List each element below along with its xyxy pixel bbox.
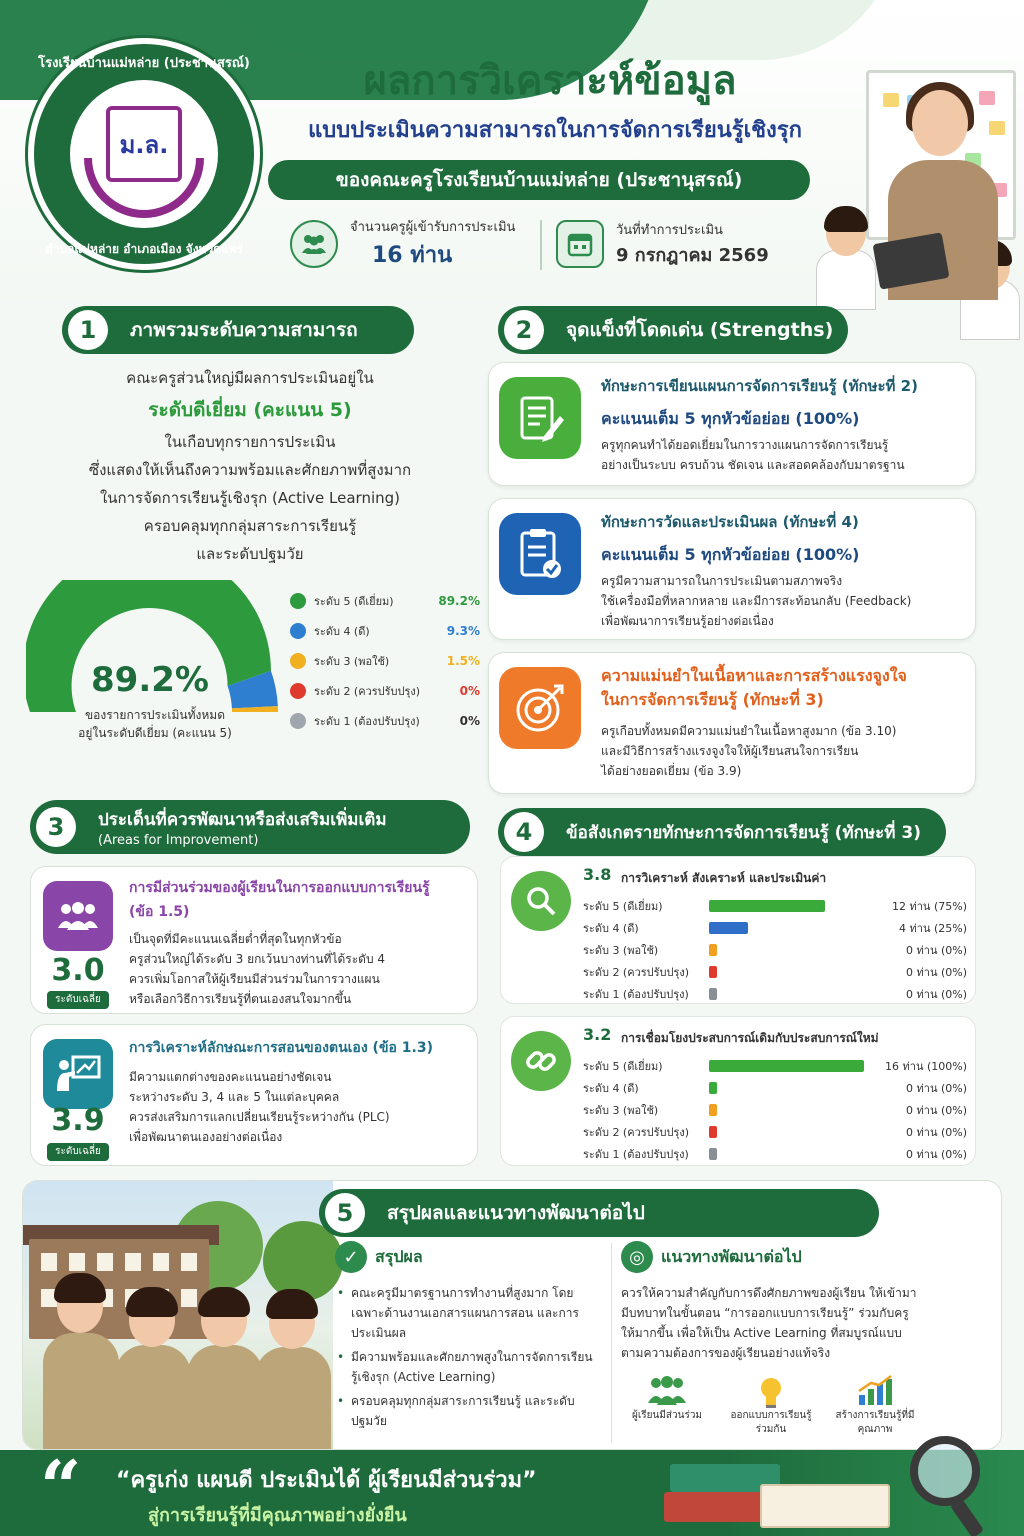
- average-badge: ระดับเฉลี่ย: [47, 991, 109, 1009]
- section1-highlight: ระดับดีเยี่ยม (คะแนน 5): [148, 399, 352, 421]
- strength-desc: [601, 571, 966, 631]
- teacher-head: [912, 90, 968, 156]
- gauge-caption-line1: ของรายการประเมินทั้งหมด: [84, 708, 226, 722]
- growth-chart-icon: [829, 1375, 921, 1409]
- guide-text: ควรให้ความสำคัญกับการดึงศักยภาพของผู้เรียน ให้เข้ามามีบทบาทในขั้นตอน “การออกแบบการเรียนรู้” ร่วมกับครูให้มากขึ้น เพื่อให้เป็น Active Learning ที่สมบูรณ์แบบตามความต้องการของผู้เรียนอย่างแท้จริง: [621, 1286, 917, 1360]
- section2-title: จุดแข็งที่โดดเด่น (Strengths): [566, 319, 834, 341]
- logo-text-bottom: ตำบลแม่หล่าย อำเภอเมือง จังหวัดแพร่: [44, 242, 244, 256]
- strength-card: [488, 362, 976, 486]
- skill-bar-label: ระดับ 3 (พอใช้): [583, 944, 659, 957]
- legend-item: [290, 616, 480, 646]
- improvement-desc-line: เพื่อพัฒนาตนเองอย่างต่อเนื่อง: [129, 1130, 283, 1144]
- skill-bar-row: [583, 1055, 967, 1077]
- people-icon: [290, 220, 338, 268]
- section1-line5: ครอบคลุมทุกกลุ่มสาระการเรียนรู้: [143, 517, 357, 535]
- participants-label: จำนวนครูผู้เข้ารับการประเมิน: [350, 220, 516, 235]
- section1-line1: คณะครูส่วนใหญ่มีผลการประเมินอยู่ใน: [126, 369, 374, 387]
- skill-bar-value: 0 ท่าน (0%): [906, 1148, 967, 1161]
- skill-bar-value: 0 ท่าน (0%): [906, 966, 967, 979]
- section3-header: [30, 800, 470, 854]
- summary-column: [335, 1241, 595, 1435]
- guide-icon-label: ผู้เรียนมีส่วนร่วม: [631, 1410, 703, 1421]
- skill-bar: [709, 1148, 717, 1160]
- skill-bar-label: ระดับ 5 (ดีเยี่ยม): [583, 1060, 663, 1073]
- skill-bar-track: [709, 944, 879, 956]
- section3-title: ประเด็นที่ควรพัฒนาหรือส่งเสริมเพิ่มเติม: [98, 810, 387, 830]
- improvement-desc: [129, 1067, 469, 1147]
- gauge-caption-line2: อยู่ในระดับดีเยี่ยม (คะแนน 5): [78, 726, 232, 740]
- guide-icon-label: สร้างการเรียนรู้ที่มีคุณภาพ: [835, 1410, 915, 1435]
- magnifier-icon: [910, 1436, 980, 1506]
- summary-item: • ครอบคลุมทุกกลุ่มสาระการเรียนรู้ และระดับปฐมวัย: [335, 1391, 595, 1431]
- group-icon: [43, 881, 113, 951]
- logo-text-top: โรงเรียนบ้านแม่หล่าย (ประชานุสรณ์): [38, 56, 250, 71]
- strength-desc-line: ครูมีความสามารถในการประเมินตามสภาพจริง: [601, 574, 843, 588]
- improvement-desc-line: ควรส่งเสริมการแลกเปลี่ยนเรียนรู้ระหว่างกัน (PLC): [129, 1110, 390, 1124]
- skill-bar-label: ระดับ 4 (ดี): [583, 922, 639, 935]
- logo-emblem: [70, 80, 218, 228]
- section1-line3: ซึ่งแสดงให้เห็นถึงความพร้อมและศักยภาพที่สูงมาก: [88, 461, 412, 479]
- guide-icon-label: ออกแบบการเรียนรู้ร่วมกัน: [730, 1410, 812, 1435]
- skill-bar: [709, 944, 717, 956]
- skill-bar: [709, 922, 748, 934]
- strength-desc-line: เพื่อพัฒนาการเรียนรู้อย่างต่อเนื่อง: [601, 614, 774, 628]
- summary-item: • มีความพร้อมและศักยภาพสูงในการจัดการเรียนรู้เชิงรุก (Active Learning): [335, 1347, 595, 1387]
- legend-value: 1.5%: [446, 654, 480, 668]
- legend-label: ระดับ 5 (ดีเยี่ยม): [314, 595, 394, 608]
- skill-bar: [709, 1060, 864, 1072]
- page-subtitle: แบบประเมินความสามารถในการจัดการเรียนรู้เชิงรุก: [308, 118, 802, 143]
- skill-bar-value: 12 ท่าน (75%): [892, 900, 967, 913]
- skill-bar: [709, 1126, 717, 1138]
- section1-line4: ในการจัดการเรียนรู้เชิงรุก (Active Learning): [99, 489, 401, 507]
- guide-icons: [621, 1375, 921, 1437]
- skill-bar-value: 0 ท่าน (0%): [906, 1082, 967, 1095]
- improvement-desc-line: ควรเพิ่มโอกาสให้ผู้เรียนมีส่วนร่วมในการวางแผน: [129, 972, 380, 986]
- skill-name: การเชื่อมโยงประสบการณ์เดิมกับประสบการณ์ใหม่: [621, 1031, 879, 1045]
- improvement-title-line2: (ข้อ 1.5): [129, 904, 190, 920]
- average-badge: ระดับเฉลี่ย: [47, 1143, 109, 1161]
- skill-bar-label: ระดับ 2 (ควรปรับปรุง): [583, 966, 690, 979]
- skill-bar-track: [709, 1126, 879, 1138]
- skill-bar-chart: [500, 1016, 976, 1166]
- skill-bar: [709, 988, 717, 1000]
- skill-bar-value: 0 ท่าน (0%): [906, 944, 967, 957]
- strength-title: ความแม่นยำในเนื้อหาและการสร้างแรงจูงใจ: [601, 666, 907, 685]
- strength-desc-line: ครูเกือบทั้งหมดมีความแม่นยำในเนื้อหาสูงมาก (ข้อ 3.10): [601, 724, 897, 738]
- hands-icon: [84, 158, 204, 218]
- date-value: 9 กรกฎาคม 2569: [616, 245, 769, 266]
- gauge-percentage: 89.2%: [91, 660, 209, 700]
- strength-score: คะแนนเต็ม 5 ทุกหัวข้อย่อย (100%): [601, 545, 860, 564]
- calendar-icon: [556, 220, 604, 268]
- skill-code: 3.8: [583, 865, 612, 884]
- guide-icon-item: [829, 1375, 921, 1437]
- skill-bar-label: ระดับ 2 (ควรปรับปรุง): [583, 1126, 690, 1139]
- document-pencil-icon: [499, 377, 581, 459]
- skill-bar-row: [583, 939, 967, 961]
- skill-bar-chart: [500, 856, 976, 1004]
- gauge-legend: [290, 586, 480, 736]
- link-icon: [511, 1031, 571, 1091]
- guide-heading: [621, 1241, 921, 1273]
- skill-bar-track: [709, 988, 879, 1000]
- strength-score: คะแนนเต็ม 5 ทุกหัวข้อย่อย (100%): [601, 409, 860, 428]
- skill-bar-label: ระดับ 1 (ต้องปรับปรุง): [583, 1148, 689, 1161]
- student-figure: [816, 250, 876, 310]
- magnifier-icon: [511, 871, 571, 931]
- skill-bar-value: 0 ท่าน (0%): [906, 1126, 967, 1139]
- skill-bar-row: [583, 1143, 967, 1165]
- skill-bar-label: ระดับ 3 (พอใช้): [583, 1104, 659, 1117]
- improvement-title: การมีส่วนร่วมของผู้เรียนในการออกแบบการเรียนรู้: [129, 880, 430, 896]
- legend-value: 89.2%: [438, 594, 480, 608]
- legend-dot: [290, 713, 306, 729]
- summary-heading: [335, 1241, 595, 1273]
- legend-item: [290, 586, 480, 616]
- legend-label: ระดับ 3 (พอใช้): [314, 655, 390, 668]
- skill-bar-row: [583, 1121, 967, 1143]
- guide-column: [621, 1241, 921, 1437]
- legend-label: ระดับ 4 (ดี): [314, 625, 370, 638]
- school-pill: ของคณะครูโรงเรียนบ้านแม่หล่าย (ประชานุสรณ์): [268, 160, 810, 200]
- section5-header: [319, 1189, 879, 1237]
- participants-info: [290, 214, 515, 274]
- improvement-desc-line: มีความแตกต่างของคะแนนอย่างชัดเจน: [129, 1070, 332, 1084]
- footer-tagline: สู่การเรียนรู้ที่มีคุณภาพอย่างยั่งยืน: [148, 1505, 407, 1526]
- skill-bar: [709, 900, 825, 912]
- skill-bar-row: [583, 983, 967, 1005]
- legend-label: ระดับ 1 (ต้องปรับปรุง): [314, 715, 420, 728]
- skill-bar-track: [709, 900, 879, 912]
- section3-number: 3: [36, 807, 76, 847]
- skill-bar-track: [709, 1060, 879, 1072]
- strength-card: [488, 652, 976, 794]
- legend-dot: [290, 683, 306, 699]
- lightbulb-icon: [725, 1375, 817, 1409]
- presentation-icon: [43, 1039, 113, 1109]
- section1-header: [62, 306, 414, 354]
- legend-dot: [290, 593, 306, 609]
- skill-bar-row: [583, 961, 967, 983]
- skill-bar-label: ระดับ 1 (ต้องปรับปรุง): [583, 988, 689, 1001]
- skill-bar-track: [709, 1082, 879, 1094]
- gauge-caption: [60, 706, 250, 742]
- legend-item: [290, 646, 480, 676]
- improvement-card: [30, 1024, 478, 1166]
- summary-item: • คณะครูมีมาตรฐานการทำงานที่สูงมาก โดยเฉพาะด้านงานเอกสารแผนการสอน และการประเมินผล: [335, 1283, 595, 1343]
- skill-bar-value: 0 ท่าน (0%): [906, 988, 967, 1001]
- target-icon: ◎: [621, 1241, 653, 1273]
- improvement-score: 3.9: [51, 1103, 105, 1138]
- strength-desc-line: ได้อย่างยอดเยี่ยม (ข้อ 3.9): [601, 764, 742, 778]
- skill-bar-value: 16 ท่าน (100%): [885, 1060, 967, 1073]
- improvement-desc-line: หรือเลือกวิธีการเรียนรู้ที่ตนเองสนใจมากขึ้น: [129, 992, 352, 1006]
- skill-code: 3.2: [583, 1025, 612, 1044]
- section2-number: 2: [504, 310, 544, 350]
- skill-bar: [709, 966, 717, 978]
- section1-line6: และระดับปฐมวัย: [196, 545, 304, 563]
- clipboard-check-icon: [499, 513, 581, 595]
- improvement-title: การวิเคราะห์ลักษณะการสอนของตนเอง (ข้อ 1.3): [129, 1040, 434, 1056]
- skill-bar-track: [709, 966, 879, 978]
- improvement-desc-line: ครูส่วนใหญ่ได้ระดับ 3 ยกเว้นบางท่านที่ได้ระดับ 4: [129, 952, 386, 966]
- skill-bar-label: ระดับ 5 (ดีเยี่ยม): [583, 900, 663, 913]
- section1-number: 1: [68, 310, 108, 350]
- legend-value: 0%: [459, 714, 480, 728]
- teachers-illustration: [23, 1181, 333, 1450]
- strength-desc-line: อย่างเป็นระบบ ครบถ้วน ชัดเจน และสอดคล้องกับมาตรฐาน: [601, 458, 905, 472]
- meta-divider: [540, 220, 542, 270]
- skill-bar-track: [709, 922, 879, 934]
- school-logo: [28, 38, 260, 270]
- page-title: ผลการวิเคราะห์ข้อมูล: [363, 58, 737, 104]
- summary-title: สรุปผล: [375, 1246, 423, 1266]
- target-icon: [499, 667, 581, 749]
- quote-icon: “: [40, 1444, 82, 1529]
- legend-dot: [290, 653, 306, 669]
- students-icon: [621, 1375, 713, 1409]
- skill-name: การวิเคราะห์ สังเคราะห์ และประเมินค่า: [621, 871, 827, 885]
- section5-title: สรุปผลและแนวทางพัฒนาต่อไป: [387, 1202, 645, 1224]
- strength-title-line2: ในการจัดการเรียนรู้ (ทักษะที่ 3): [601, 690, 824, 709]
- section1-text: [60, 364, 440, 568]
- participants-value: 16 ท่าน: [372, 243, 453, 268]
- skill-bar-value: 0 ท่าน (0%): [906, 1104, 967, 1117]
- guide-icon-item: [725, 1375, 817, 1437]
- section5-number: 5: [325, 1193, 365, 1233]
- date-info: [556, 214, 769, 274]
- improvement-score: 3.0: [51, 953, 105, 988]
- improvement-desc: [129, 929, 469, 1009]
- date-label: วันที่ทำการประเมิน: [616, 223, 723, 238]
- strength-desc: [601, 721, 966, 781]
- strength-desc-line: ครูทุกคนทำได้ยอดเยี่ยมในการวางแผนการจัดการเรียนรู้: [601, 438, 889, 452]
- skill-bar-label: ระดับ 4 (ดี): [583, 1082, 639, 1095]
- legend-item: [290, 706, 480, 736]
- strength-card: [488, 498, 976, 640]
- strength-desc: [601, 435, 966, 475]
- section2-header: [498, 306, 848, 354]
- summary-section: [22, 1180, 1002, 1450]
- improvement-card: [30, 866, 478, 1014]
- section4-title: ข้อสังเกตรายทักษะการจัดการเรียนรู้ (ทักษะที่ 3): [566, 822, 921, 843]
- section1-title: ภาพรวมระดับความสามารถ: [130, 319, 358, 341]
- section4-number: 4: [504, 812, 544, 852]
- improvement-desc-line: เป็นจุดที่มีคะแนนเฉลี่ยต่ำที่สุดในทุกหัวข้อ: [129, 932, 342, 946]
- open-book-icon: [760, 1484, 890, 1528]
- check-icon: ✓: [335, 1241, 367, 1273]
- strength-title: ทักษะการวัดและประเมินผล (ทักษะที่ 4): [601, 513, 859, 531]
- strength-desc-line: ใช้เครื่องมือที่หลากหลาย และมีการสะท้อนกลับ (Feedback): [601, 594, 912, 608]
- improvement-desc-line: ระหว่างระดับ 3, 4 และ 5 ในแต่ละบุคคล: [129, 1090, 340, 1104]
- skill-bar-row: [583, 1099, 967, 1121]
- skill-bar-track: [709, 1148, 879, 1160]
- skill-bar: [709, 1104, 717, 1116]
- skill-bar-row: [583, 917, 967, 939]
- skill-bar-value: 4 ท่าน (25%): [899, 922, 967, 935]
- legend-value: 0%: [459, 684, 480, 698]
- skill-bar-track: [709, 1104, 879, 1116]
- legend-item: [290, 676, 480, 706]
- strength-title: ทักษะการเขียนแผนการจัดการเรียนรู้ (ทักษะที่ 2): [601, 377, 918, 395]
- logo-mark: ม.ล.: [106, 106, 182, 182]
- legend-dot: [290, 623, 306, 639]
- skill-bar: [709, 1082, 717, 1094]
- column-divider: [611, 1243, 612, 1443]
- legend-value: 9.3%: [446, 624, 480, 638]
- section4-header: [498, 808, 946, 856]
- skill-bar-row: [583, 895, 967, 917]
- footer-quote: “ครูเก่ง แผนดี ประเมินได้ ผู้เรียนมีส่วนร่วม”: [116, 1468, 537, 1493]
- guide-title: แนวทางพัฒนาต่อไป: [661, 1246, 802, 1266]
- guide-icon-item: [621, 1375, 713, 1437]
- legend-label: ระดับ 2 (ควรปรับปรุง): [314, 685, 421, 698]
- summary-list: [335, 1283, 595, 1431]
- skill-bar-row: [583, 1077, 967, 1099]
- section1-line2: ในเกือบทุกรายการประเมิน: [164, 433, 336, 451]
- strength-desc-line: และมีวิธีการสร้างแรงจูงใจให้ผู้เรียนสนใจการเรียน: [601, 744, 859, 758]
- section3-title-en: (Areas for Improvement): [98, 833, 259, 848]
